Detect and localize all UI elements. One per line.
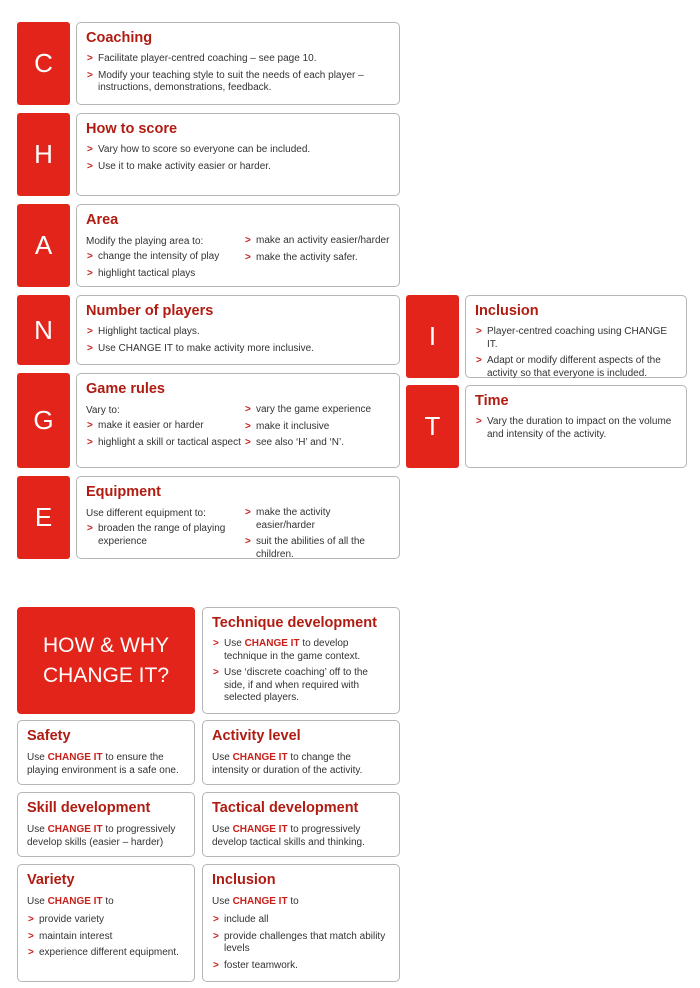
- coaching-card: [76, 22, 400, 105]
- equipment-intro: Use different equipment to:: [86, 508, 206, 519]
- area-card: [76, 204, 400, 287]
- letter-c-block: [17, 22, 70, 105]
- game-rules-title: Game rules: [86, 381, 165, 397]
- list-item: > change the intensity of play: [86, 251, 244, 264]
- number-of-players-list: [86, 326, 390, 355]
- inclusion-it-list: [475, 326, 677, 380]
- inclusion-title: Inclusion: [212, 872, 276, 888]
- how-why-title: HOW & WHY CHANGE IT?: [42, 633, 170, 687]
- area-list-left: [86, 251, 244, 280]
- letter-c: C: [34, 48, 53, 78]
- letter-t: T: [424, 411, 441, 441]
- list-item: > Vary the duration to impact on the volume and intensity of the activity.: [475, 416, 677, 441]
- variety-title: Variety: [27, 872, 75, 888]
- letter-t-block: [406, 385, 459, 468]
- list-item: > include all: [212, 914, 390, 927]
- skill-development-title: Skill development: [27, 800, 151, 816]
- list-item: > Adapt or modify different aspects of the activity so that everyone is included.: [475, 355, 677, 380]
- letter-e: E: [34, 502, 53, 532]
- equipment-title: Equipment: [86, 484, 161, 500]
- variety-list: [27, 914, 185, 960]
- equipment-list-right: [244, 507, 390, 561]
- list-item: > highlight a skill or tactical aspect: [86, 437, 244, 450]
- list-item: > Use CHANGE IT to make activity more inclusive.: [86, 343, 390, 356]
- letter-h-block: [17, 113, 70, 196]
- time-list: [475, 416, 677, 441]
- list-item: > Use ‘discrete coaching’ off to the side, if and when required with selected players.: [212, 667, 390, 705]
- equipment-card: [76, 476, 400, 559]
- letter-g: G: [33, 405, 54, 435]
- letter-e-block: [17, 476, 70, 559]
- inclusion-text: Use CHANGE IT to: [212, 896, 299, 907]
- game-rules-intro: Vary to:: [86, 405, 120, 416]
- letter-i-block: [406, 295, 459, 378]
- list-item: > experience different equipment.: [27, 947, 185, 960]
- inclusion-card: [202, 864, 400, 982]
- letter-i: I: [428, 321, 437, 351]
- letter-n: N: [34, 314, 53, 345]
- area-intro: Modify the playing area to:: [86, 236, 204, 247]
- area-title: Area: [86, 212, 119, 228]
- technique-list: [212, 638, 390, 705]
- coaching-title: Coaching: [86, 30, 153, 46]
- variety-card: [17, 864, 195, 982]
- list-item: > Highlight tactical plays.: [86, 326, 390, 339]
- tactical-development-title: Tactical development: [212, 800, 359, 816]
- activity-level-card: [202, 720, 400, 785]
- list-item: > make the activity safer.: [244, 252, 390, 265]
- inclusion-list: [212, 914, 390, 972]
- letter-a: A: [34, 230, 53, 260]
- list-item: > vary the game experience: [244, 404, 390, 417]
- variety-text: Use CHANGE IT to: [27, 896, 114, 907]
- list-item: > make the activity easier/harder: [244, 507, 390, 532]
- letter-a-block: [17, 204, 70, 287]
- activity-level-text: Use CHANGE IT to change the intensity or duration of the activity.: [212, 752, 363, 776]
- tactical-development-text: Use CHANGE IT to progressively develop tactical skills and thinking.: [212, 824, 365, 848]
- number-of-players-card: [76, 295, 400, 365]
- safety-card: [17, 720, 195, 785]
- time-title: Time: [475, 393, 509, 409]
- list-item: > broaden the range of playing experience: [86, 523, 244, 548]
- equipment-list-left: [86, 523, 244, 548]
- list-item: > provide challenges that match ability levels: [212, 931, 390, 956]
- letter-n-block: [17, 295, 70, 365]
- coaching-list: [86, 53, 390, 95]
- time-card: [465, 385, 687, 468]
- list-item: > maintain interest: [27, 931, 185, 944]
- list-item: > make it inclusive: [244, 421, 390, 434]
- skill-development-text: Use CHANGE IT to progressively develop skills (easier – harder): [27, 824, 176, 848]
- technique-title: Technique development: [212, 615, 377, 631]
- list-item: > Use CHANGE IT to develop technique in the game context.: [212, 638, 390, 663]
- how-to-score-list: [86, 144, 390, 173]
- game-rules-list-left: [86, 420, 244, 449]
- list-item: > Facilitate player-centred coaching – see page 10.: [86, 53, 390, 66]
- list-item: > Use it to make activity easier or harder.: [86, 161, 390, 174]
- game-rules-card: [76, 373, 400, 468]
- area-list-right: [244, 235, 390, 264]
- list-item: > suit the abilities of all the children.: [244, 536, 390, 561]
- how-to-score-title: How to score: [86, 121, 178, 137]
- list-item: > provide variety: [27, 914, 185, 927]
- tactical-development-card: [202, 792, 400, 857]
- how-to-score-card: [76, 113, 400, 196]
- safety-title: Safety: [27, 728, 71, 744]
- list-item: > highlight tactical plays: [86, 268, 244, 281]
- technique-card: [202, 607, 400, 714]
- inclusion-it-card: [465, 295, 687, 378]
- number-of-players-title: Number of players: [86, 303, 214, 319]
- how-why-title-block: [17, 607, 195, 714]
- skill-development-card: [17, 792, 195, 857]
- list-item: > make an activity easier/harder: [244, 235, 390, 248]
- list-item: > see also ‘H’ and ‘N’.: [244, 437, 390, 450]
- list-item: > Vary how to score so everyone can be included.: [86, 144, 390, 157]
- inclusion-it-title: Inclusion: [475, 303, 539, 319]
- letter-g-block: [17, 373, 70, 468]
- list-item: > Modify your teaching style to suit the needs of each player – instructions, demonstrations, feedback.: [86, 70, 390, 95]
- game-rules-list-right: [244, 404, 390, 450]
- list-item: > make it easier or harder: [86, 420, 244, 433]
- letter-h: H: [34, 139, 53, 169]
- activity-level-title: Activity level: [212, 728, 301, 744]
- safety-text: Use CHANGE IT to ensure the playing environment is a safe one.: [27, 752, 179, 776]
- list-item: > foster teamwork.: [212, 960, 390, 973]
- list-item: > Player-centred coaching using CHANGE IT.: [475, 326, 677, 351]
